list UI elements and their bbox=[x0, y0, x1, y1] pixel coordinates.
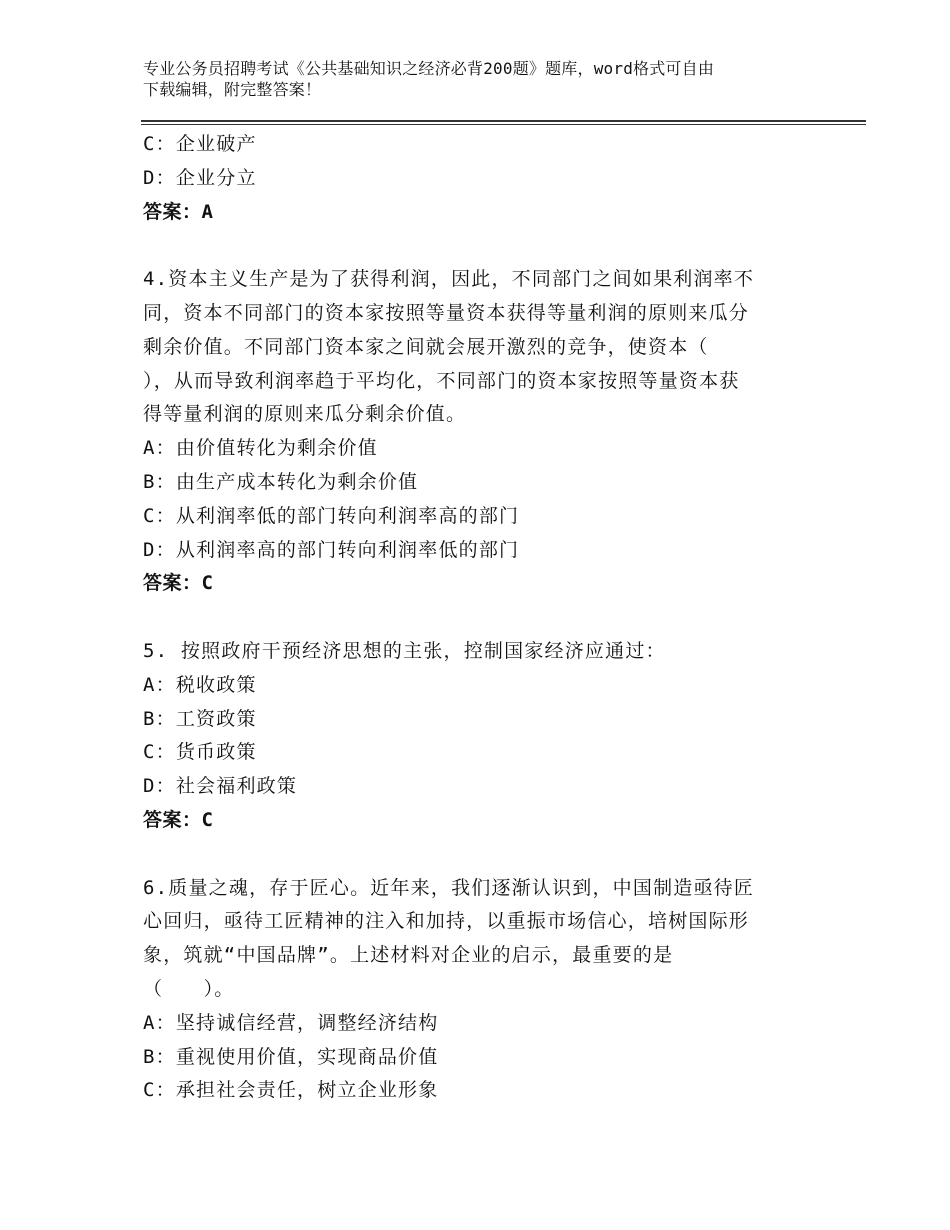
page-header bbox=[143, 58, 803, 100]
question-stem-line: 5. 按照政府干预经济思想的主张，控制国家经济应通过： bbox=[143, 639, 666, 662]
question-stem-line: ），从而导致利润率趋于平均化，不同部门的资本家按照等量资本获 bbox=[143, 369, 740, 392]
option-b: B：由生产成本转化为剩余价值 bbox=[143, 470, 419, 493]
header-rule bbox=[141, 120, 866, 125]
question-stem-line: 得等量利润的原则来瓜分剩余价值。 bbox=[143, 403, 467, 426]
header-line-1: 专业公务员招聘考试《公共基础知识之经济必背200题》题库，word格式可自由 bbox=[143, 59, 715, 78]
question-3-tail bbox=[143, 128, 803, 229]
option-c: C：企业破产 bbox=[143, 133, 257, 155]
option-c: C：从利润率低的部门转向利润率高的部门 bbox=[143, 504, 520, 527]
option-b: B：重视使用价值，实现商品价值 bbox=[143, 1045, 439, 1068]
spacer bbox=[143, 601, 803, 635]
question-4 bbox=[143, 263, 803, 601]
option-b: B：工资政策 bbox=[143, 707, 257, 730]
answer-label: 答案：C bbox=[143, 808, 214, 831]
spacer bbox=[143, 229, 803, 263]
option-c: C：货币政策 bbox=[143, 741, 257, 764]
option-a: A：税收政策 bbox=[143, 673, 257, 696]
option-a: A：由价值转化为剩余价值 bbox=[143, 437, 378, 460]
question-6 bbox=[143, 872, 803, 1109]
option-d: D：从利润率高的部门转向利润率低的部门 bbox=[143, 538, 520, 561]
question-list bbox=[143, 128, 803, 1108]
question-stem-line: （ ）。 bbox=[143, 977, 235, 1000]
option-c: C：承担社会责任，树立企业形象 bbox=[143, 1079, 439, 1102]
question-stem-line: 6.质量之魂，存于匠心。近年来，我们逐渐认识到，中国制造亟待匠 bbox=[143, 876, 755, 899]
option-d: D：企业分立 bbox=[143, 166, 257, 189]
answer-label: 答案：C bbox=[143, 572, 214, 595]
header-line-2: 下载编辑，附完整答案！ bbox=[143, 80, 322, 99]
answer-label: 答案：A bbox=[143, 200, 214, 223]
question-stem-line: 4.资本主义生产是为了获得利润，因此，不同部门之间如果利润率不 bbox=[143, 268, 755, 291]
option-d: D：社会福利政策 bbox=[143, 775, 298, 798]
question-5 bbox=[143, 635, 803, 838]
question-stem-line: 同，资本不同部门的资本家按照等量资本获得等量利润的原则来瓜分 bbox=[143, 301, 750, 324]
option-a: A：坚持诚信经营，调整经济结构 bbox=[143, 1011, 439, 1034]
question-stem-line: 象，筑就“中国品牌”。上述材料对企业的启示，最重要的是 bbox=[143, 944, 674, 967]
spacer bbox=[143, 838, 803, 872]
question-stem-line: 剩余价值。不同部门资本家之间就会展开激烈的竞争，使资本（ bbox=[143, 335, 709, 358]
question-stem-line: 心回归，亟待工匠精神的注入和加持，以重振市场信心，培树国际形 bbox=[143, 910, 750, 933]
